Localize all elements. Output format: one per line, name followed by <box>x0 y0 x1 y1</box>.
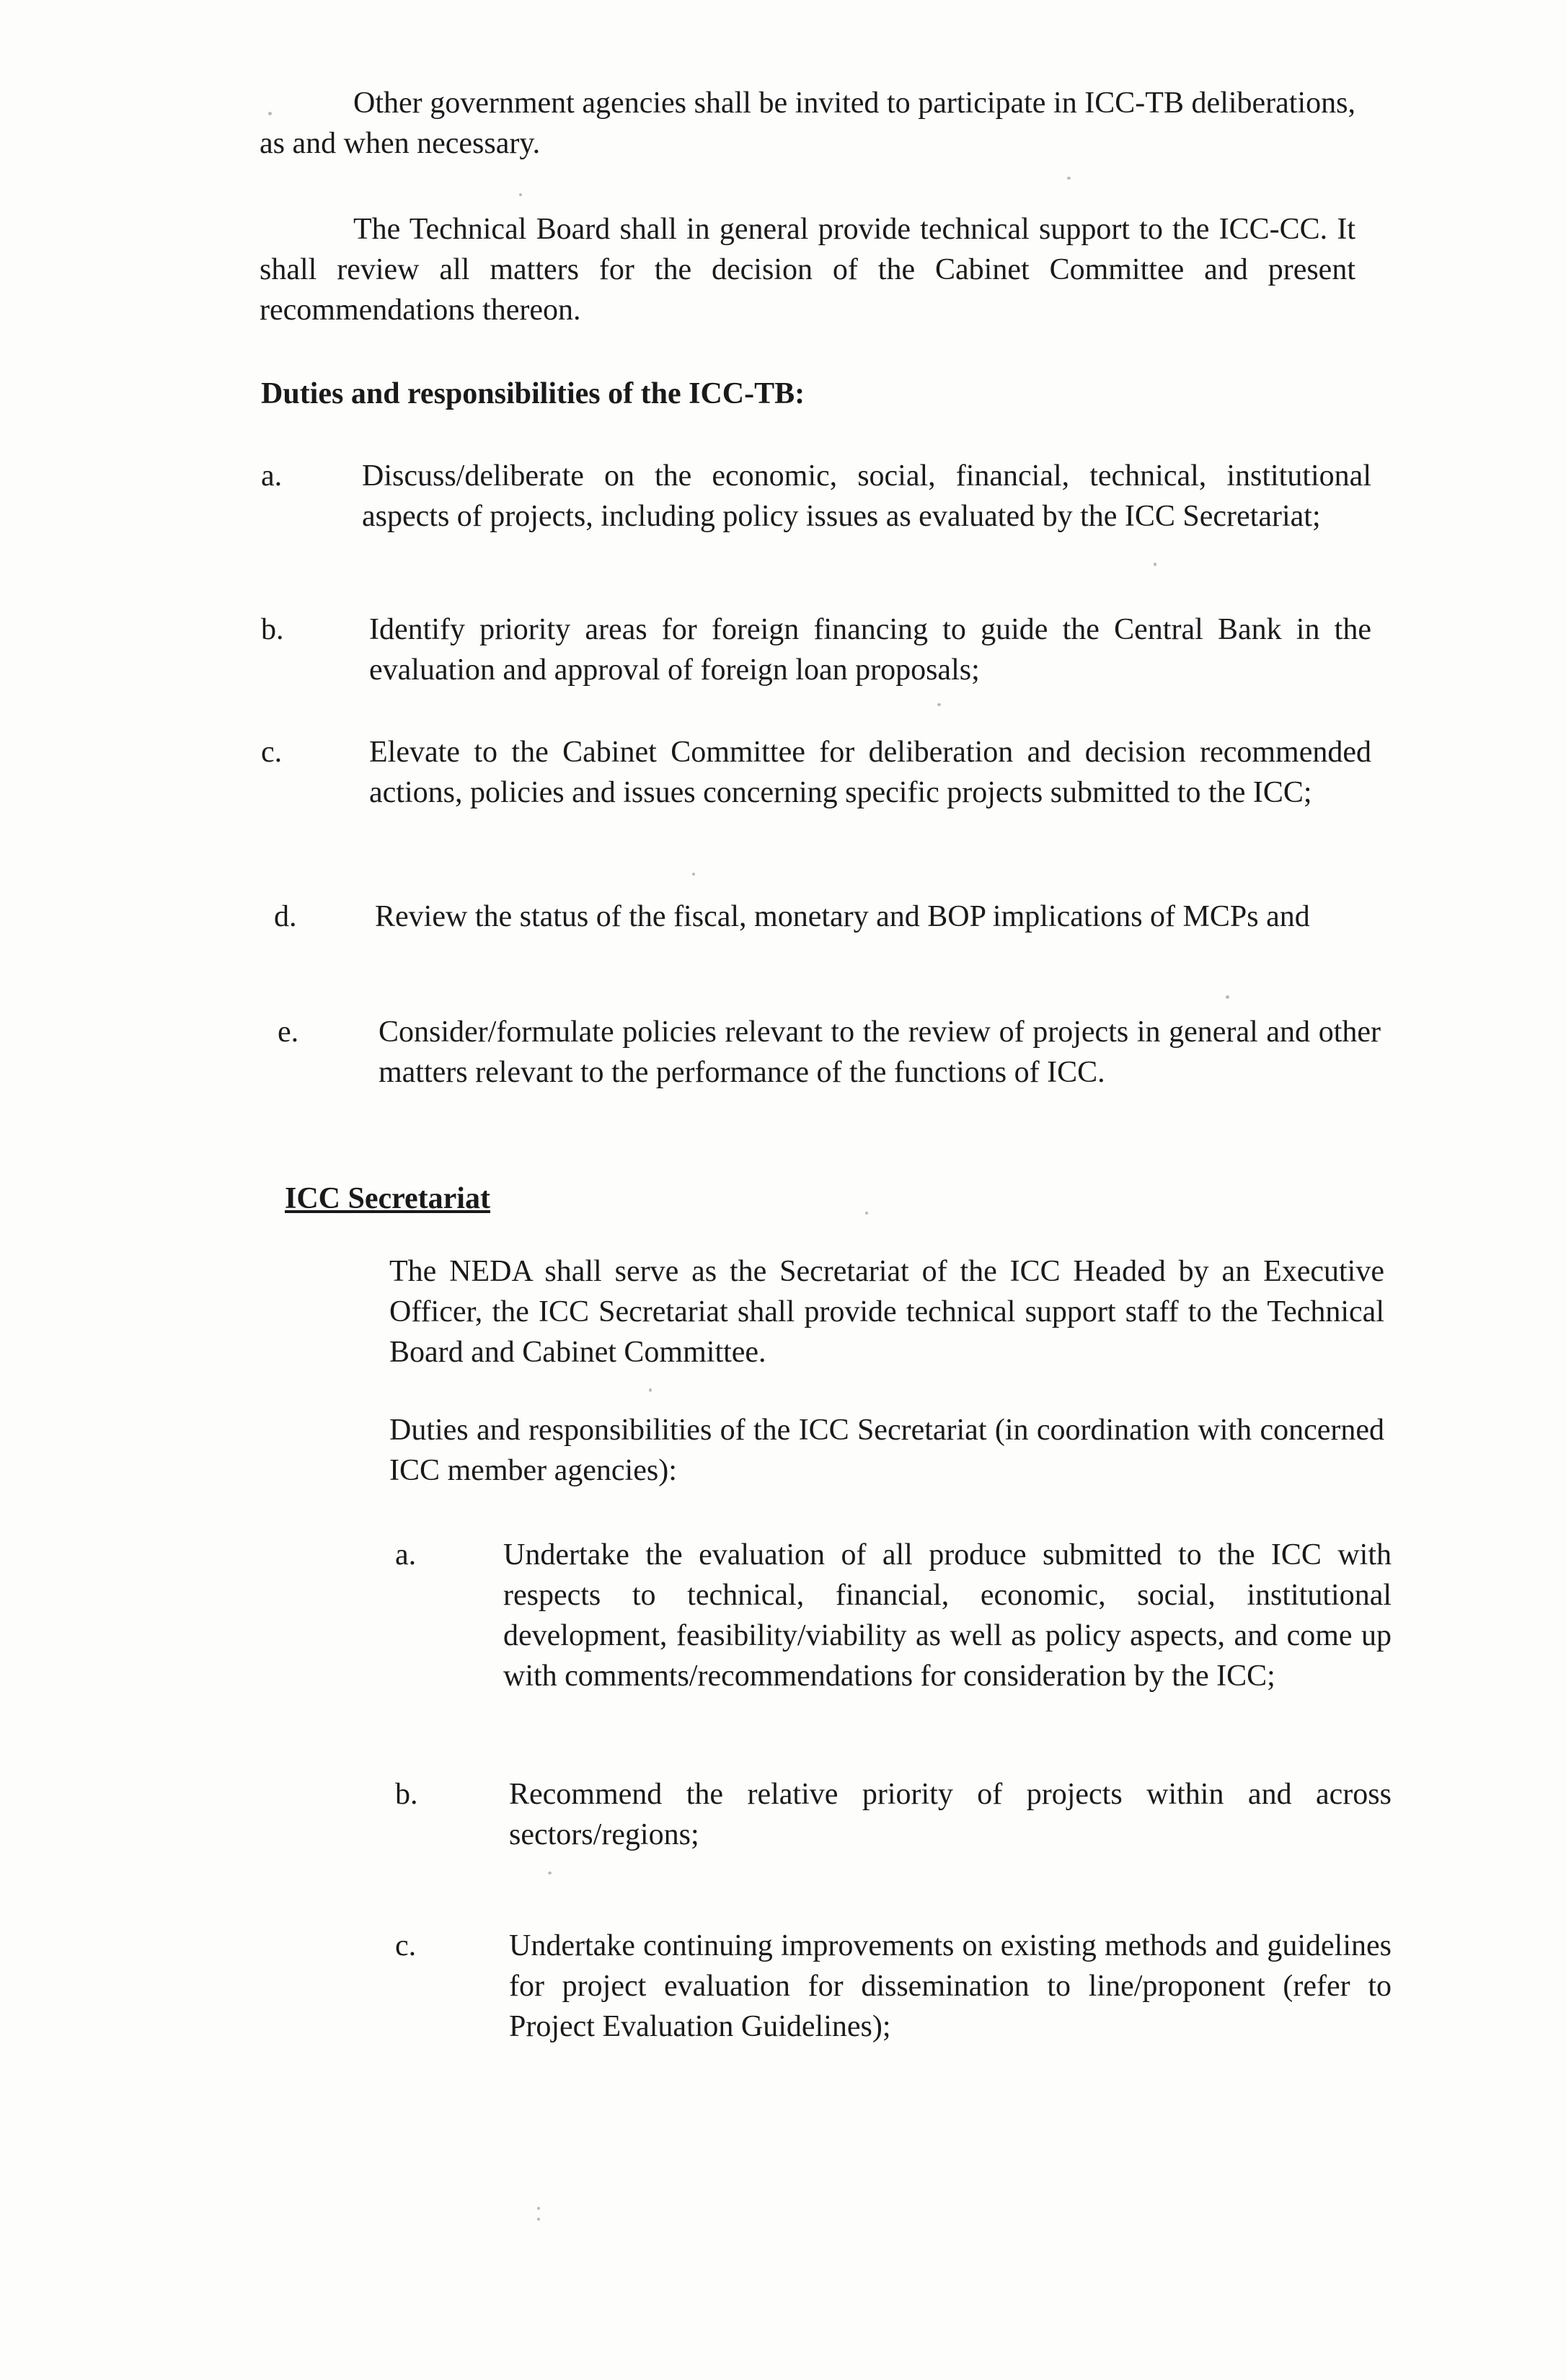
list-item-text: Consider/formulate policies relevant to the review of projects in general and other matters relevant to the performance of the functions of ICC. <box>379 1015 1381 1089</box>
list-item-text: Undertake continuing improvements on existing methods and guidelines for project evaluation for dissemination to line/proponent (refer to Project Evaluation Guidelines); <box>509 1929 1392 2043</box>
scan-speck <box>548 1872 552 1874</box>
list-item-text: Review the status of the fiscal, monetary and BOP implications of MCPs and <box>375 900 1310 933</box>
list-item-letter: b. <box>261 613 284 646</box>
list-item-letter: e. <box>278 1015 299 1049</box>
secretariat-duties-intro: Duties and responsibilities of the ICC Secretariat (in coordination with concerned ICC member agencies): <box>389 1414 1384 1487</box>
list-item-text: Undertake the evaluation of all produce submitted to the ICC with respects to technical, financial, economic, social, institutional development, feasibility/viability as well as policy aspects, and come up with comments/recommendations for consideration by the ICC; <box>503 1538 1392 1693</box>
list-item <box>261 609 1371 692</box>
list-item-text: Discuss/deliberate on the economic, social, financial, technical, institutional aspects of projects, including policy issues as evaluated by the ICC Secretariat; <box>362 459 1371 533</box>
neda-secretariat-paragraph: The NEDA shall serve as the Secretariat of the ICC Headed by an Executive Officer, the ICC Secretariat shall provide technical support staff to the Technical Board and Cabinet Committee. <box>389 1255 1384 1369</box>
scan-speck <box>937 703 941 706</box>
scan-speck <box>268 112 272 115</box>
icc-tb-heading: Duties and responsibilities of the ICC-TB: <box>261 377 805 410</box>
list-item <box>395 1774 1392 1857</box>
scan-speck <box>537 2207 540 2210</box>
scan-speck <box>519 193 522 196</box>
scan-speck <box>537 2218 540 2221</box>
list-item-letter: c. <box>395 1929 417 1962</box>
scan-speck <box>1226 995 1229 999</box>
scan-speck <box>1067 177 1071 180</box>
list-item <box>395 1926 1392 2048</box>
list-item-letter: d. <box>274 900 297 933</box>
list-item <box>274 896 1377 979</box>
list-item <box>395 1535 1392 1740</box>
other-agencies-paragraph: Other government agencies shall be invited to participate in ICC-TB deliberations, as and when necessary. <box>260 87 1355 160</box>
scan-speck <box>649 1388 652 1392</box>
list-item <box>261 456 1371 578</box>
technical-board-paragraph: The Technical Board shall in general provide technical support to the ICC-CC. It shall review all matters for the decision of the Cabinet Committee and present recommendations thereon. <box>260 213 1355 327</box>
scan-speck <box>865 1212 868 1215</box>
list-item-letter: c. <box>261 736 283 769</box>
icc-secretariat-heading: ICC Secretariat <box>285 1182 490 1215</box>
list-item-text: Recommend the relative priority of projects within and across sectors/regions; <box>509 1778 1392 1851</box>
list-item-letter: a. <box>261 459 283 493</box>
list-item <box>261 732 1371 855</box>
list-item-text: Elevate to the Cabinet Committee for deliberation and decision recommended actions, policies and issues concerning specific projects submitted to the ICC; <box>369 736 1371 809</box>
list-item-text: Identify priority areas for foreign financing to guide the Central Bank in the evaluation and approval of foreign loan proposals; <box>369 613 1371 687</box>
list-item-letter: a. <box>395 1538 417 1572</box>
list-item <box>278 1012 1381 1134</box>
list-item-letter: b. <box>395 1778 418 1811</box>
scan-speck <box>1154 563 1156 566</box>
scan-speck <box>692 873 695 876</box>
